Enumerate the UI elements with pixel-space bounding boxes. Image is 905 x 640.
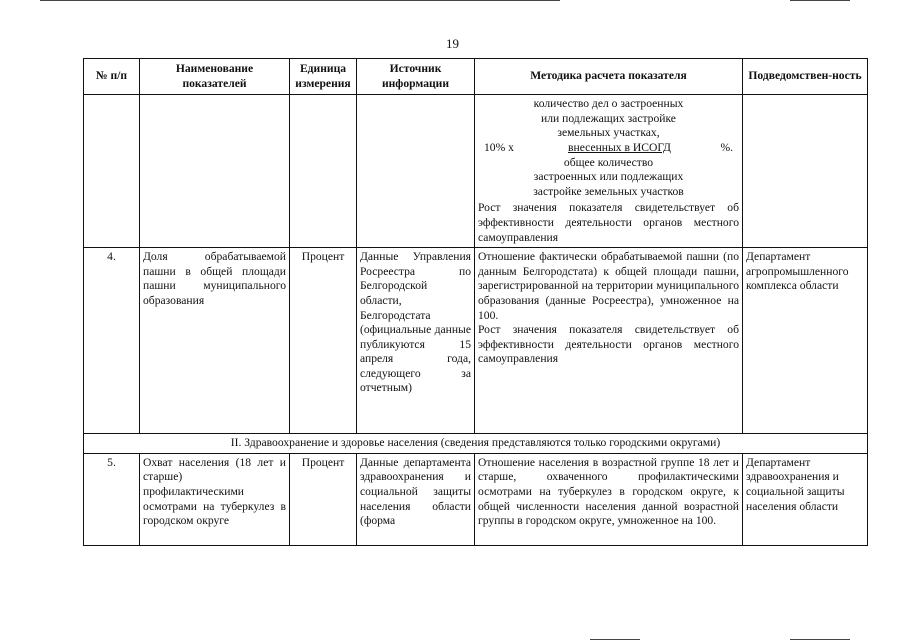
indicator-name: Охват населения (18 лет и старше) профилактическими осмотрами на туберкулез в городском округе xyxy=(140,453,290,545)
header-unit: Единица измерения xyxy=(290,59,357,95)
cell-empty xyxy=(357,95,475,248)
row-number: 4. xyxy=(84,248,140,434)
method xyxy=(475,248,743,434)
formula-right: %. xyxy=(720,140,733,154)
cell-empty xyxy=(140,95,290,248)
method: Отношение населения в возрастной группе 18 лет и старше, охваченного профилактическими осмотрами на туберкулез в городском округе, к общей численности населения данной возрастной группы в городском округе, умноженное на 100. xyxy=(475,453,743,545)
department: Департамент агропромышленного комплекса области xyxy=(743,248,868,434)
indicator-name: Доля обрабатываемой пашни в общей площади пашни муниципального образования xyxy=(140,248,290,434)
header-number: № п/п xyxy=(84,59,140,95)
page-number: 19 xyxy=(446,36,459,51)
unit: Процент xyxy=(290,248,357,434)
source: Данные департамента здравоохранения и социальной защиты населения области (форма xyxy=(357,453,475,545)
header-name: Наименование показателей xyxy=(140,59,290,95)
formula-numerator-3: земельных участках, xyxy=(557,126,660,140)
table-row xyxy=(84,453,868,545)
method-note: Рост значения показателя свидетельствует об эффективности деятельности органов местного самоуправления xyxy=(478,323,739,366)
cell-empty xyxy=(290,95,357,248)
formula-mid: внесенных в ИСОГД xyxy=(568,140,671,154)
table-header-row xyxy=(84,59,868,95)
formula-left: 10% х xyxy=(484,140,514,154)
header-source: Источник информации xyxy=(357,59,475,95)
formula-numerator-2: или подлежащих застройке xyxy=(541,111,676,125)
cell-empty xyxy=(743,95,868,248)
method-text: Отношение фактически обрабатываемой пашни (по данным Белгородстата) к общей площади пашни, зарегистрированной на территории муниципального образования (данные Росреестра), умноженное на 100. xyxy=(478,250,739,322)
department: Департамент здравоохранения и социальной защиты населения области xyxy=(743,453,868,545)
header-method: Методика расчета показателя xyxy=(475,59,743,95)
formula xyxy=(478,97,739,199)
cell-empty xyxy=(84,95,140,248)
formula-line xyxy=(478,141,739,156)
indicators-table xyxy=(83,58,868,546)
section-title: II. Здравоохранение и здоровье населения (сведения представляются только городскими округами) xyxy=(84,434,868,454)
section-row xyxy=(84,434,868,454)
source: Данные Управления Росреестра по Белгородской области, Белгородстата (официальные данные публикуются 15 апреля года, следующего за отчетным) xyxy=(357,248,475,434)
header-dept: Подведомствен-ность xyxy=(743,59,868,95)
table-row xyxy=(84,248,868,434)
table-row-continuation xyxy=(84,95,868,248)
unit: Процент xyxy=(290,453,357,545)
formula-numerator-1: количество дел о застроенных xyxy=(533,97,684,111)
formula-denominator-3: застройке земельных участков xyxy=(533,184,684,198)
top-edge-line-right xyxy=(790,0,850,1)
cell-method-formula xyxy=(475,95,743,248)
row-number: 5. xyxy=(84,453,140,545)
formula-denominator-1: общее количество xyxy=(563,155,654,169)
formula-denominator-2: застроенных или подлежащих xyxy=(533,170,684,184)
top-edge-line xyxy=(40,0,560,1)
method-note: Рост значения показателя свидетельствует об эффективности деятельности органов местного самоуправления xyxy=(478,201,739,244)
